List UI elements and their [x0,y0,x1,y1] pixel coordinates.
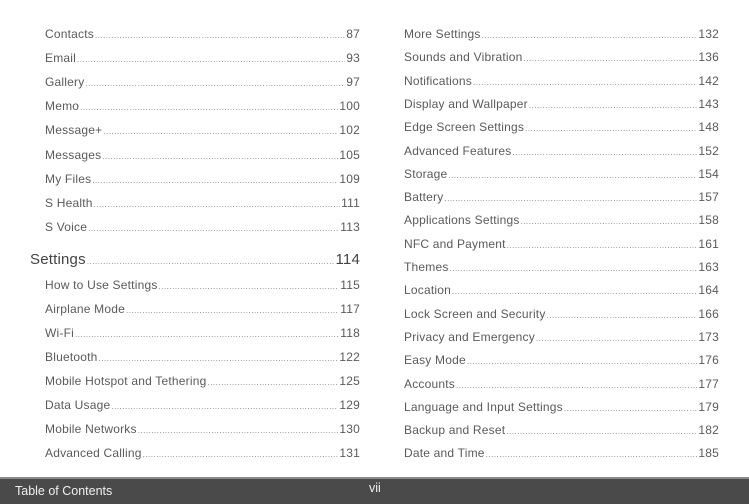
toc-entry[interactable] [404,399,719,415]
toc-entry[interactable] [404,445,719,461]
toc-entry[interactable] [45,397,360,413]
dot-leader [207,375,338,391]
toc-entry-label: Date and Time [404,446,485,461]
dot-leader [88,221,339,237]
toc-entry-label: Easy Mode [404,353,466,368]
toc-entry-page: 109 [339,171,360,186]
toc-entry-page: 154 [698,166,719,181]
toc-entry[interactable] [45,219,360,235]
dot-leader [524,51,698,67]
toc-entry[interactable] [45,195,360,211]
dot-leader [103,124,338,140]
toc-entry[interactable] [45,26,360,42]
dot-leader [450,261,698,277]
toc-entry-label: Lock Screen and Security [404,306,546,321]
dot-leader [102,149,338,165]
toc-entry[interactable] [404,352,719,368]
toc-entry-label: Mobile Hotspot and Tethering [45,374,207,388]
toc-entry-label: Mobile Networks [45,422,137,436]
toc-entry-label: NFC and Payment [404,236,506,251]
dot-leader [138,423,339,439]
dot-leader [529,98,698,114]
toc-entry-page: 113 [340,219,360,234]
toc-entry-label: My Files [45,171,92,186]
toc-entry-page: 111 [341,195,360,210]
toc-entry-page: 177 [698,376,719,391]
dot-leader [452,284,697,300]
page-number: vii [369,481,381,495]
toc-entry[interactable] [45,445,360,461]
dot-leader [99,351,339,367]
dot-leader [482,28,698,44]
toc-entry-label: Battery [404,190,444,205]
toc-entry[interactable] [45,421,360,437]
dot-leader [536,331,697,347]
dot-leader [80,100,338,116]
toc-entry-label: Memo [45,99,80,114]
footer-bar [0,477,749,504]
dot-leader [521,214,698,230]
toc-entry-label: Airplane Mode [45,302,125,316]
toc-entry[interactable] [45,171,360,187]
dot-leader [444,191,697,207]
toc-entry-page: 182 [698,423,719,438]
toc-entry-label: Display and Wallpaper [404,96,528,111]
dot-leader [95,28,345,44]
toc-entry[interactable] [404,166,719,182]
toc-entry-page: 136 [698,50,719,65]
toc-entry[interactable] [45,74,360,90]
toc-entry-label: Contacts [45,27,94,41]
toc-entry-label: Notifications [404,73,472,88]
dot-leader [473,75,697,91]
dot-leader [525,121,697,137]
toc-entry-label: Message+ [45,123,103,138]
toc-entry[interactable] [45,301,360,317]
toc-entry-label: Privacy and Emergency [404,329,535,344]
toc-entry-page: 132 [698,27,719,41]
toc-entry[interactable] [404,212,719,228]
toc-entry-label: Language and Input Settings [404,399,563,414]
toc-entry-label: Settings [30,251,86,268]
dot-leader [507,238,698,254]
toc-entry-page: 142 [698,73,719,88]
toc-entry-page: 97 [346,75,360,90]
toc-entry-page: 102 [339,123,360,138]
toc-entry[interactable] [404,73,719,89]
toc-entry[interactable] [404,96,719,112]
toc-entry-label: Sounds and Vibration [404,50,523,65]
toc-entry-page: 117 [340,302,360,316]
toc-entry-page: 87 [346,27,360,41]
dot-leader [564,401,698,417]
toc-entry[interactable] [404,282,719,298]
toc-entry-label: Advanced Features [404,143,512,158]
toc-entry-page: 166 [698,306,719,321]
toc-entry-label: S Voice [45,219,88,234]
toc-entry-page: 157 [698,190,719,205]
toc-entry-page: 129 [339,398,360,412]
dot-leader [77,52,345,68]
toc-entry-label: Edge Screen Settings [404,120,525,135]
footer-title: Table of Contents [15,484,113,498]
toc-entry[interactable] [404,143,719,159]
toc-entry-page: 93 [346,51,360,66]
toc-entry[interactable] [45,122,360,138]
toc-entry-label: Backup and Reset [404,423,506,438]
toc-entry[interactable] [404,422,719,438]
toc-entry-page: 179 [698,399,719,414]
toc-entry-label: Storage [404,166,448,181]
toc-entry-label: Gallery [45,75,85,90]
toc-entry-label: Accounts [404,376,455,391]
dot-leader [92,173,338,189]
toc-entry-label: Applications Settings [404,213,520,228]
dot-leader [75,327,339,343]
toc-entry-label: S Health [45,195,93,210]
toc-entry-page: 105 [339,147,360,162]
toc-entry[interactable] [404,119,719,135]
toc-entry-label: Bluetooth [45,350,98,364]
dot-leader [467,354,698,370]
toc-section-heading[interactable] [30,252,360,268]
toc-entry-page: 148 [698,120,719,135]
toc-entry-page: 118 [340,326,360,340]
dot-leader [159,279,340,295]
toc-entry-label: Messages [45,147,102,162]
toc-entry[interactable] [45,349,360,365]
toc-entry[interactable] [404,26,719,42]
toc-entry-page: 114 [335,251,360,268]
toc-entry-page: 122 [339,350,360,364]
toc-entry-page: 100 [339,99,360,114]
toc-entry[interactable] [45,277,360,293]
toc-entry[interactable] [45,98,360,114]
toc-entry-label: Advanced Calling [45,446,142,460]
dot-leader [456,378,697,394]
toc-entry-label: Email [45,51,77,66]
toc-entry-page: 164 [698,283,719,298]
toc-entry[interactable] [404,236,719,252]
dot-leader [486,447,698,463]
toc-entry[interactable] [404,259,719,275]
toc-entry[interactable] [404,49,719,65]
dot-leader [94,197,341,213]
toc-entry-page: 125 [339,374,360,388]
toc-entry[interactable] [45,50,360,66]
toc-entry-page: 173 [698,329,719,344]
dot-leader [111,399,338,415]
toc-entry[interactable] [45,325,360,341]
toc-entry-label: Wi-Fi [45,326,74,340]
toc-entry-label: Location [404,283,451,298]
toc-entry[interactable] [45,147,360,163]
dot-leader [448,168,697,184]
toc-entry-page: 161 [698,236,719,251]
dot-leader [547,308,698,324]
dot-leader [506,424,697,440]
dot-leader [85,76,345,92]
toc-entry[interactable] [45,373,360,389]
toc-entry[interactable] [404,189,719,205]
toc-entry-label: Data Usage [45,398,111,412]
toc-entry-page: 115 [340,278,360,292]
dot-leader [87,254,335,270]
dot-leader [143,447,339,463]
toc-entry-page: 176 [698,353,719,368]
toc-entry-label: Themes [404,260,449,274]
toc-entry-page: 130 [339,422,360,436]
toc-entry-page: 163 [698,260,719,274]
toc-entry-page: 131 [339,446,360,460]
toc-entry-page: 185 [698,446,719,461]
toc-entry-page: 152 [698,143,719,158]
dot-leader [512,145,697,161]
dot-leader [126,303,339,319]
toc-entry[interactable] [404,376,719,392]
toc-entry-label: More Settings [404,27,481,41]
toc-entry-label: How to Use Settings [45,278,158,292]
toc-entry[interactable] [404,306,719,322]
toc-entry-page: 143 [698,96,719,111]
toc-entry[interactable] [404,329,719,345]
toc-entry-page: 158 [698,213,719,228]
